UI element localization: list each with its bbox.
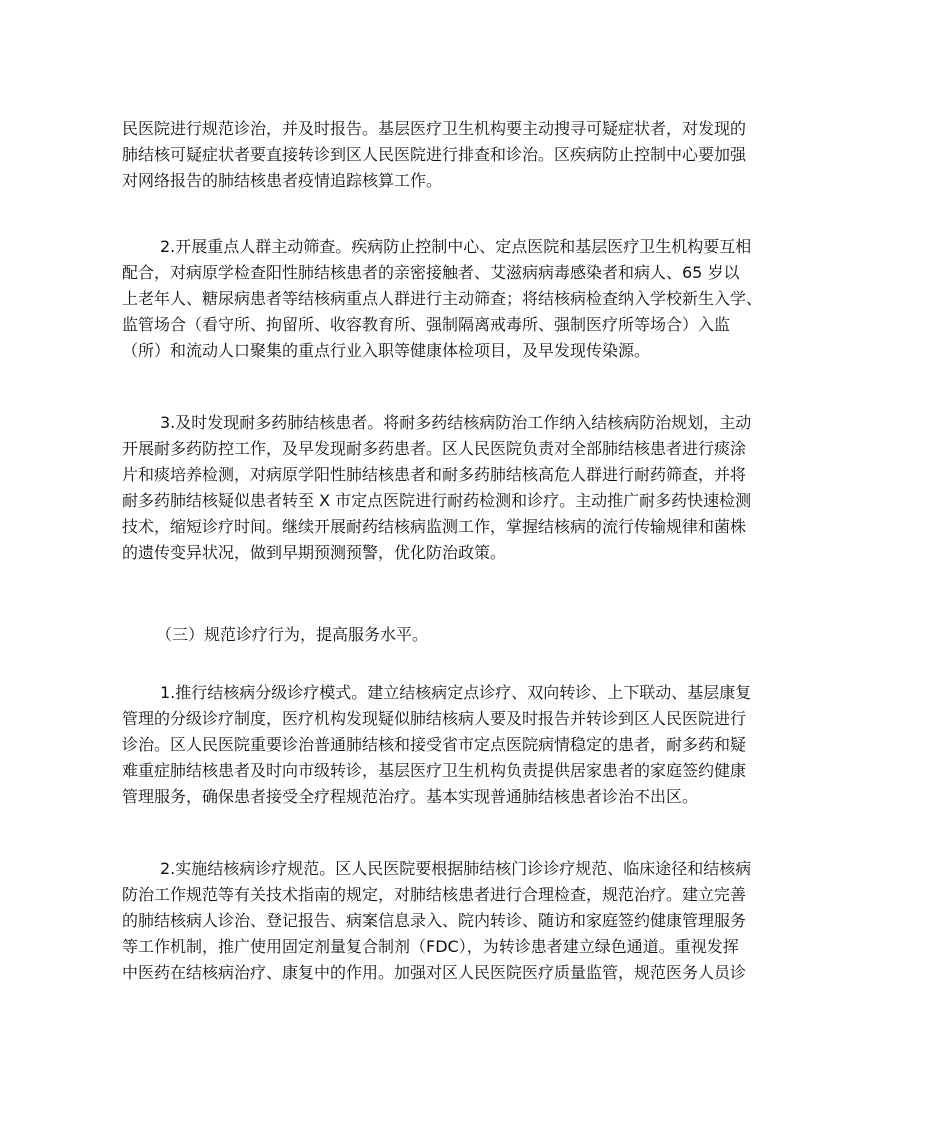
text-line: 管理的分级诊疗制度，医疗机构发现疑似肺结核病人要及时报告并转诊到区人民医院进行 [122,709,747,728]
text-line: 上老年人、糖尿病患者等结核病重点人群进行主动筛查；将结核病检查纳入学校新生入学、 [122,289,763,308]
text-line: 的遗传变异状况，做到早期预测预警，优化防治政策。 [122,543,507,562]
text-line: 对网络报告的肺结核患者疫情追踪核算工作。 [122,171,443,190]
text-line: 1.推行结核病分级诊疗模式。建立结核病定点诊疗、双向转诊、上下联动、基层康复 [160,683,752,702]
text-line: 开展耐多药防控工作，及早发现耐多药患者。区人民医院负责对全部肺结核患者进行痰涂 [122,439,747,458]
text-line: 防治工作规范等有关技术指南的规定，对肺结核患者进行合理检查，规范治疗。建立完善 [122,885,747,904]
text-line: 肺结核可疑症状者要直接转诊到区人民医院进行排查和诊治。区疾病防止控制中心要加强 [122,145,747,164]
text-line: 诊治。区人民医院重要诊治普通肺结核和接受省市定点医院病情稳定的患者，耐多药和疑 [122,735,747,754]
text-line: 2.开展重点人群主动筛查。疾病防止控制中心、定点医院和基层医疗卫生机构要互相 [160,237,752,256]
text-line: 片和痰培养检测，对病原学阳性肺结核患者和耐多药肺结核高危人群进行耐药筛查，并将 [122,465,747,484]
text-line: 难重症肺结核患者及时向市级转诊，基层医疗卫生机构负责提供居家患者的家庭签约健康 [122,761,747,780]
paragraph-continuation [122,116,834,194]
paragraph-tiered-treatment [122,680,834,810]
section-heading-text: （三）规范诊疗行为，提高服务水平。 [156,625,429,644]
text-line: 耐多药肺结核疑似患者转至 X 市定点医院进行耐药检测和诊疗。主动推广耐多药快速检测 [122,491,752,510]
text-line: 2.实施结核病诊疗规范。区人民医院要根据肺结核门诊诊疗规范、临床途径和结核病 [160,859,752,878]
text-line: 的肺结核病人诊治、登记报告、病案信息录入、院内转诊、随访和家庭签约健康管理服务 [122,911,747,930]
section-heading [122,622,834,648]
paragraph-treatment-standards [122,856,834,986]
text-line: 管理服务，确保患者接受全疗程规范治疗。基本实现普通肺结核患者诊治不出区。 [122,787,699,806]
text-line: 配合，对病原学检查阳性肺结核患者的亲密接触者、艾滋病病毒感染者和病人、65 岁以 [122,263,740,282]
text-line: 民医院进行规范诊治，并及时报告。基层医疗卫生机构要主动搜寻可疑症状者，对发现的 [122,119,747,138]
text-line: 3.及时发现耐多药肺结核患者。将耐多药结核病防治工作纳入结核病防治规划，主动 [160,413,752,432]
paragraph-key-population-screening [122,234,834,364]
text-line: 中医药在结核病治疗、康复中的作用。加强对区人民医院医疗质量监管，规范医务人员诊 [122,963,747,982]
paragraph-mdr-detection [122,410,834,566]
text-line: 监管场合（看守所、拘留所、收容教育所、强制隔离戒毒所、强制医疗所等场合）入监 [122,315,731,334]
text-line: 技术，缩短诊疗时间。继续开展耐药结核病监测工作，掌握结核病的流行传输规律和菌株 [122,517,747,536]
text-line: （所）和流动人口聚集的重点行业入职等健康体检项目，及早发现传染源。 [122,341,651,360]
text-line: 等工作机制，推广使用固定剂量复合制剂（FDC），为转诊患者建立绿色通道。重视发挥 [122,937,739,956]
